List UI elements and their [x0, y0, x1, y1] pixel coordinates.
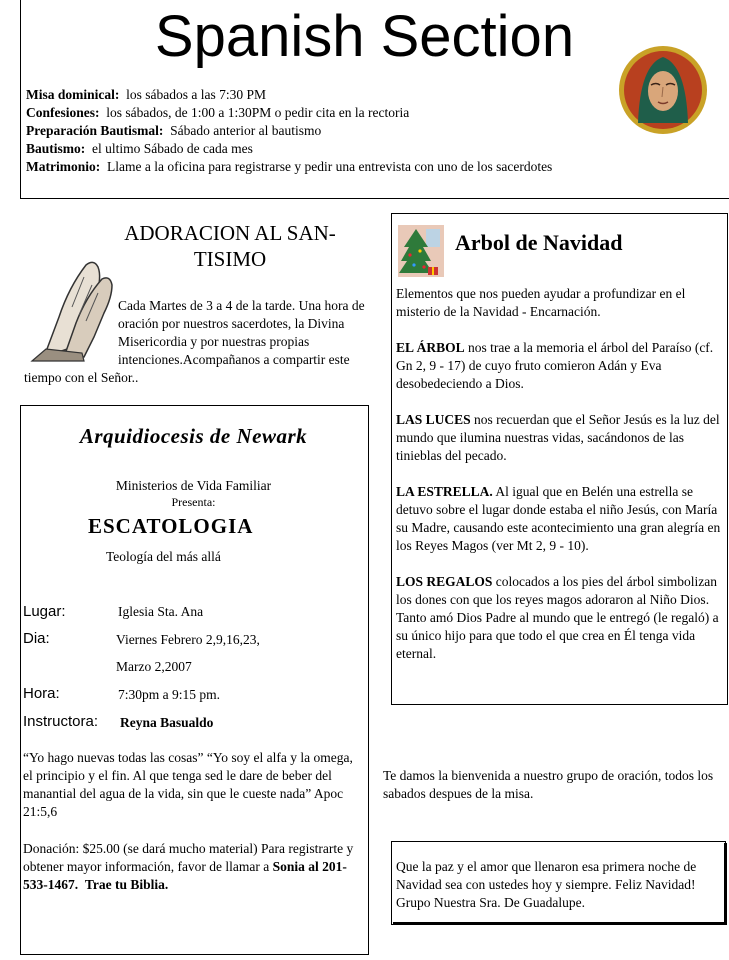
- schedule-row: Preparación Bautismal: Sábado anterior al bautismo: [26, 123, 322, 138]
- escatologia-heading: ESCATOLOGIA: [88, 514, 254, 538]
- hora-value: 7:30pm a 9:15 pm.: [118, 687, 220, 702]
- adoracion-text: Cada Martes de 3 a 4 de la tarde. Una hora de oración por nuestros sacerdotes, la Divina Misericordia y por nuestras propias intenciones.Acompañanos a compartir este tiempo con el Señor..: [24, 298, 365, 385]
- arbol-title: Arbol de Navidad: [455, 230, 623, 255]
- ministry-text: [20, 477, 367, 511]
- schedule-row: Misa dominical: los sábados a las 7:30 PM: [26, 87, 267, 102]
- arbol-item: LA ESTRELLA. Al igual que en Belén una estrella se detuvo sobre el lugar donde estaba el niño Jesús, con María su Madre, causando este acontecimiento una gran alegría en los Reyes Magos (ver Mt 2, 9 - 10).: [396, 484, 721, 553]
- bring-bible-note: Trae tu Biblia.: [84, 877, 169, 892]
- arbol-item: LAS LUCES nos recuerdan que el Señor Jesús es la luz del mundo que ilumina nuestras vidas, sacándonos de las tinieblas del pecado.: [396, 412, 720, 463]
- peace-box-shadow: [393, 922, 727, 925]
- instructora-label: Instructora:: [23, 713, 99, 730]
- presenta-label: Presenta:: [171, 495, 216, 509]
- schedule-row: Bautismo: el ultimo Sábado de cada mes: [26, 141, 253, 156]
- lugar-label: Lugar:: [23, 603, 66, 620]
- arquidiocesis-title: Arquidiocesis de Newark: [79, 424, 308, 448]
- arbol-text: [396, 285, 722, 681]
- dia-value-line1: Viernes Febrero 2,9,16,23,: [116, 632, 260, 647]
- arbol-item: EL ÁRBOL nos trae a la memoria el árbol del Paraíso (cf. Gn 2, 9 - 17) de cuyo fruto comieron Adán y Eva desobedeciendo a Dios.: [396, 340, 714, 391]
- page-title: Spanish Section: [154, 4, 575, 69]
- schedule-row: Confesiones: los sábados, de 1:00 a 1:30PM o pedir cita en la rectoria: [26, 105, 410, 120]
- arbol-intro: Elementos que nos pueden ayudar a profundizar en el misterio de la Navidad - Encarnación.: [396, 286, 686, 319]
- ministry-name: Ministerios de Vida Familiar: [115, 478, 272, 493]
- dia-value-line2: Marzo 2,2007: [116, 659, 192, 674]
- dia-label: Dia:: [23, 630, 50, 647]
- peace-box-shadow: [724, 843, 727, 925]
- lugar-value: Iglesia Sta. Ana: [118, 604, 204, 619]
- schedule-row: Matrimonio: Llame a la oficina para registrarse y pedir una entrevista con uno de los sacerdotes: [26, 159, 553, 174]
- hora-label: Hora:: [23, 685, 60, 702]
- scripture-quote: “Yo hago nuevas todas las cosas” “Yo soy el alfa y la omega, el principio y el fin. Al que tenga sed le dare de beber del manantial del agua de la vida, sin que le cueste nada” Apoc 21:5,6: [23, 750, 353, 819]
- peace-text: Que la paz y el amor que llenaron esa primera noche de Navidad sea con ustedes hoy y siempre. Feliz Navidad! Grupo Nuestra Sra. De Guadalupe.: [396, 859, 697, 910]
- escatologia-subheading: Teología del más allá: [106, 549, 221, 564]
- contact-phone: Sonia al 201-533-1467.: [23, 859, 347, 892]
- schedule-list: [26, 86, 666, 176]
- instructora-value: Reyna Basualdo: [120, 715, 214, 730]
- christmas-tree-icon: [398, 225, 444, 277]
- donation-text: Donación: $25.00 (se dará mucho material) Para registrarte y obtener mayor información, favor de llamar a Sonia al 201-533-1467. Trae tu Biblia.: [23, 841, 354, 892]
- arbol-item: LOS REGALOS colocados a los pies del árbol simbolizan los dones con que los reyes magos adoraron al Niño Dios. Tanto amó Dios Padre al mundo que le entregó (le regaló) a su único hijo para que todo el que crea en Él tenga vida eternal.: [396, 574, 719, 661]
- welcome-text: Te damos la bienvenida a nuestro grupo de oración, todos los sabados despues de la misa.: [383, 768, 714, 801]
- adoracion-title: ADORACION AL SAN-TISIMO: [124, 221, 336, 271]
